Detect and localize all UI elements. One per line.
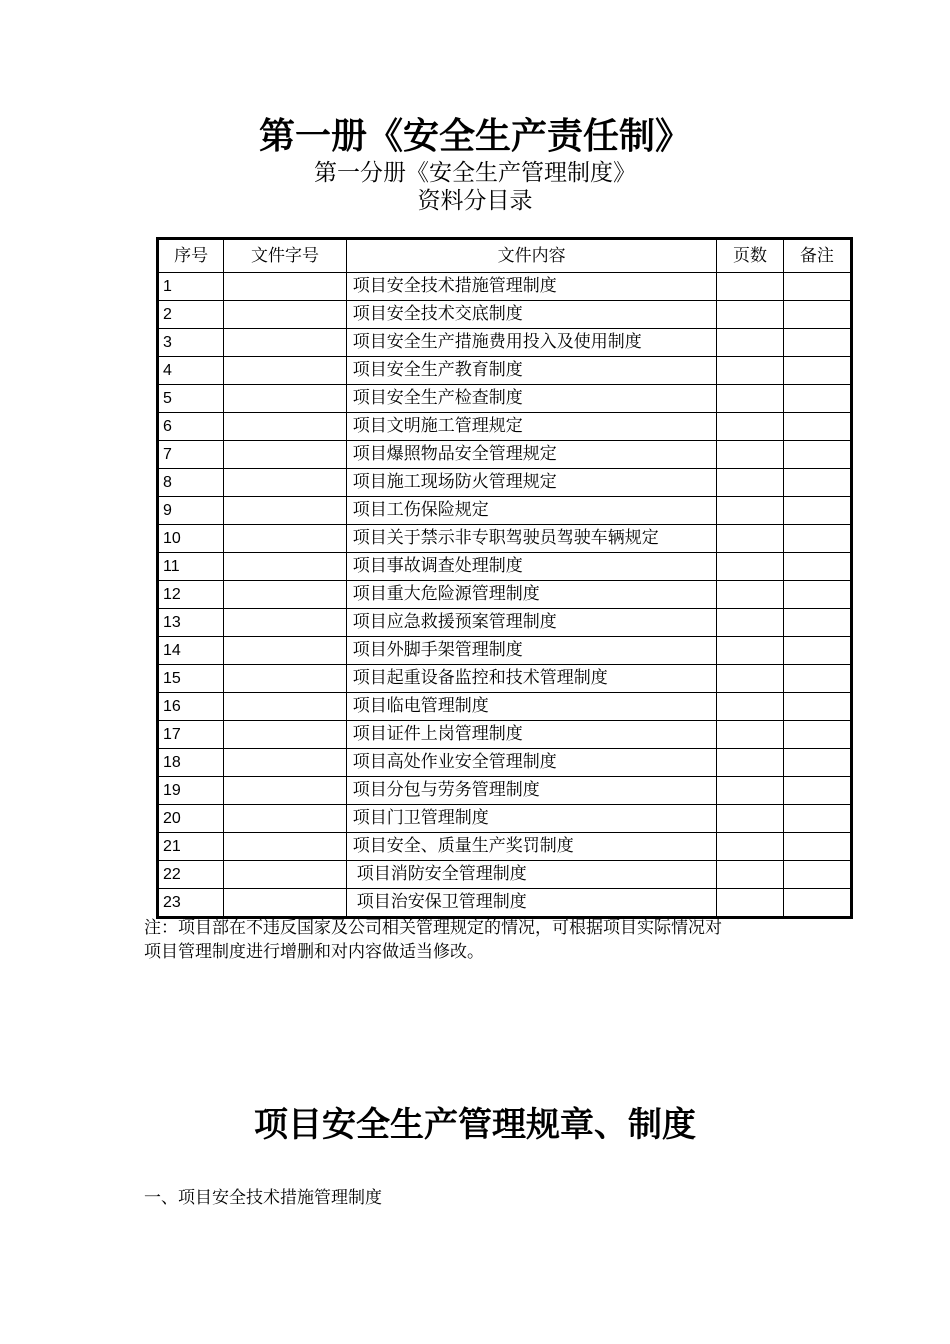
cell-content: 项目爆照物品安全管理规定 [346,441,717,469]
cell-remarks [783,777,851,805]
cell-remarks [783,665,851,693]
cell-no: 14 [158,637,224,665]
cell-content: 项目消防安全管理制度 [346,861,717,889]
cell-remarks [783,301,851,329]
section-first-item: 一、项目安全技术措施管理制度 [144,1188,382,1208]
cell-no: 19 [158,777,224,805]
cell-content: 项目应急救援预案管理制度 [346,609,717,637]
cell-doc-code [224,665,347,693]
page-title: 第一册《安全生产责任制》 [258,115,691,157]
cell-pages [717,749,783,777]
cell-no: 16 [158,693,224,721]
cell-pages [717,581,783,609]
cell-remarks [783,357,851,385]
table-row [158,273,852,301]
cell-doc-code [224,805,347,833]
cell-no: 21 [158,833,224,861]
cell-no: 6 [158,413,224,441]
table-row [158,637,852,665]
cell-no: 12 [158,581,224,609]
cell-no: 13 [158,609,224,637]
table-row [158,721,852,749]
cell-pages [717,301,783,329]
table-note [144,916,824,964]
cell-doc-code [224,329,347,357]
cell-remarks [783,833,851,861]
cell-remarks [783,889,851,918]
cell-pages [717,861,783,889]
cell-no: 8 [158,469,224,497]
table-row [158,889,852,918]
section-title: 项目安全生产管理规章、制度 [254,1105,696,1145]
cell-remarks [783,329,851,357]
cell-content: 项目关于禁示非专职驾驶员驾驶车辆规定 [346,525,717,553]
cell-no: 4 [158,357,224,385]
cell-doc-code [224,525,347,553]
header-pages: 页数 [717,239,783,273]
cell-content: 项目事故调查处理制度 [346,553,717,581]
cell-content: 项目临电管理制度 [346,693,717,721]
cell-doc-code [224,413,347,441]
cell-pages [717,329,783,357]
cell-remarks [783,497,851,525]
cell-no: 22 [158,861,224,889]
table-row [158,833,852,861]
table-row [158,609,852,637]
cell-content: 项目安全生产教育制度 [346,357,717,385]
cell-doc-code [224,469,347,497]
cell-pages [717,385,783,413]
cell-content: 项目安全生产措施费用投入及使用制度 [346,329,717,357]
cell-content: 项目高处作业安全管理制度 [346,749,717,777]
cell-doc-code [224,357,347,385]
cell-doc-code [224,833,347,861]
cell-no: 15 [158,665,224,693]
cell-content: 项目安全、质量生产奖罚制度 [346,833,717,861]
cell-doc-code [224,861,347,889]
table-row [158,777,852,805]
cell-content: 项目工伤保险规定 [346,497,717,525]
cell-doc-code [224,553,347,581]
cell-content: 项目安全技术交底制度 [346,301,717,329]
table-row [158,413,852,441]
cell-no: 9 [158,497,224,525]
cell-pages [717,357,783,385]
cell-no: 1 [158,273,224,301]
cell-no: 20 [158,805,224,833]
cell-pages [717,609,783,637]
cell-doc-code [224,273,347,301]
cell-doc-code [224,441,347,469]
table-row [158,693,852,721]
cell-content: 项目施工现场防火管理规定 [346,469,717,497]
table-row [158,581,852,609]
cell-remarks [783,749,851,777]
cell-doc-code [224,385,347,413]
cell-doc-code [224,609,347,637]
cell-pages [717,889,783,918]
cell-remarks [783,805,851,833]
cell-pages [717,273,783,301]
cell-no: 11 [158,553,224,581]
table-row [158,441,852,469]
cell-doc-code [224,693,347,721]
cell-doc-code [224,637,347,665]
page-subtitle: 第一分册《安全生产管理制度》 [314,160,636,186]
table-row [158,805,852,833]
table-row [158,329,852,357]
cell-content: 项目起重设备监控和技术管理制度 [346,665,717,693]
cell-content: 项目重大危险源管理制度 [346,581,717,609]
cell-doc-code [224,497,347,525]
cell-no: 18 [158,749,224,777]
header-doc-code: 文件字号 [224,239,347,273]
table-row [158,553,852,581]
cell-pages [717,553,783,581]
table-row [158,525,852,553]
cell-no: 17 [158,721,224,749]
cell-no: 2 [158,301,224,329]
cell-pages [717,469,783,497]
cell-doc-code [224,301,347,329]
cell-no: 7 [158,441,224,469]
cell-no: 3 [158,329,224,357]
cell-remarks [783,861,851,889]
table-row [158,665,852,693]
cell-remarks [783,469,851,497]
page-subtitle-catalog: 资料分目录 [417,188,533,214]
note-line: 项目管理制度进行增删和对内容做适当修改。 [144,942,484,962]
table-row [158,385,852,413]
table-row [158,749,852,777]
cell-remarks [783,609,851,637]
cell-content: 项目安全生产检查制度 [346,385,717,413]
note-line: 注：项目部在不违反国家及公司相关管理规定的情况，可根据项目实际情况对 [144,918,722,938]
cell-pages [717,721,783,749]
cell-doc-code [224,777,347,805]
cell-remarks [783,637,851,665]
cell-content: 项目治安保卫管理制度 [346,889,717,918]
cell-doc-code [224,889,347,918]
table-row [158,469,852,497]
cell-no: 23 [158,889,224,918]
cell-content: 项目外脚手架管理制度 [346,637,717,665]
cell-content: 项目门卫管理制度 [346,805,717,833]
cell-remarks [783,553,851,581]
cell-doc-code [224,721,347,749]
cell-pages [717,441,783,469]
cell-doc-code [224,581,347,609]
cell-remarks [783,413,851,441]
cell-pages [717,525,783,553]
header-no: 序号 [158,239,224,273]
cell-content: 项目文明施工管理规定 [346,413,717,441]
cell-remarks [783,721,851,749]
cell-content: 项目安全技术措施管理制度 [346,273,717,301]
cell-pages [717,413,783,441]
table-row [158,357,852,385]
cell-pages [717,497,783,525]
table-header-row [158,239,852,273]
cell-remarks [783,441,851,469]
catalog-table [156,237,853,919]
cell-remarks [783,385,851,413]
cell-content: 项目证件上岗管理制度 [346,721,717,749]
cell-no: 5 [158,385,224,413]
table-row [158,497,852,525]
cell-pages [717,665,783,693]
cell-content: 项目分包与劳务管理制度 [346,777,717,805]
cell-pages [717,805,783,833]
table-row [158,861,852,889]
cell-remarks [783,581,851,609]
cell-remarks [783,693,851,721]
cell-doc-code [224,749,347,777]
cell-pages [717,637,783,665]
cell-remarks [783,273,851,301]
table-body [158,273,852,918]
header-remarks: 备注 [783,239,851,273]
cell-no: 10 [158,525,224,553]
header-content: 文件内容 [346,239,717,273]
cell-pages [717,693,783,721]
cell-pages [717,777,783,805]
table-row [158,301,852,329]
cell-remarks [783,525,851,553]
cell-pages [717,833,783,861]
